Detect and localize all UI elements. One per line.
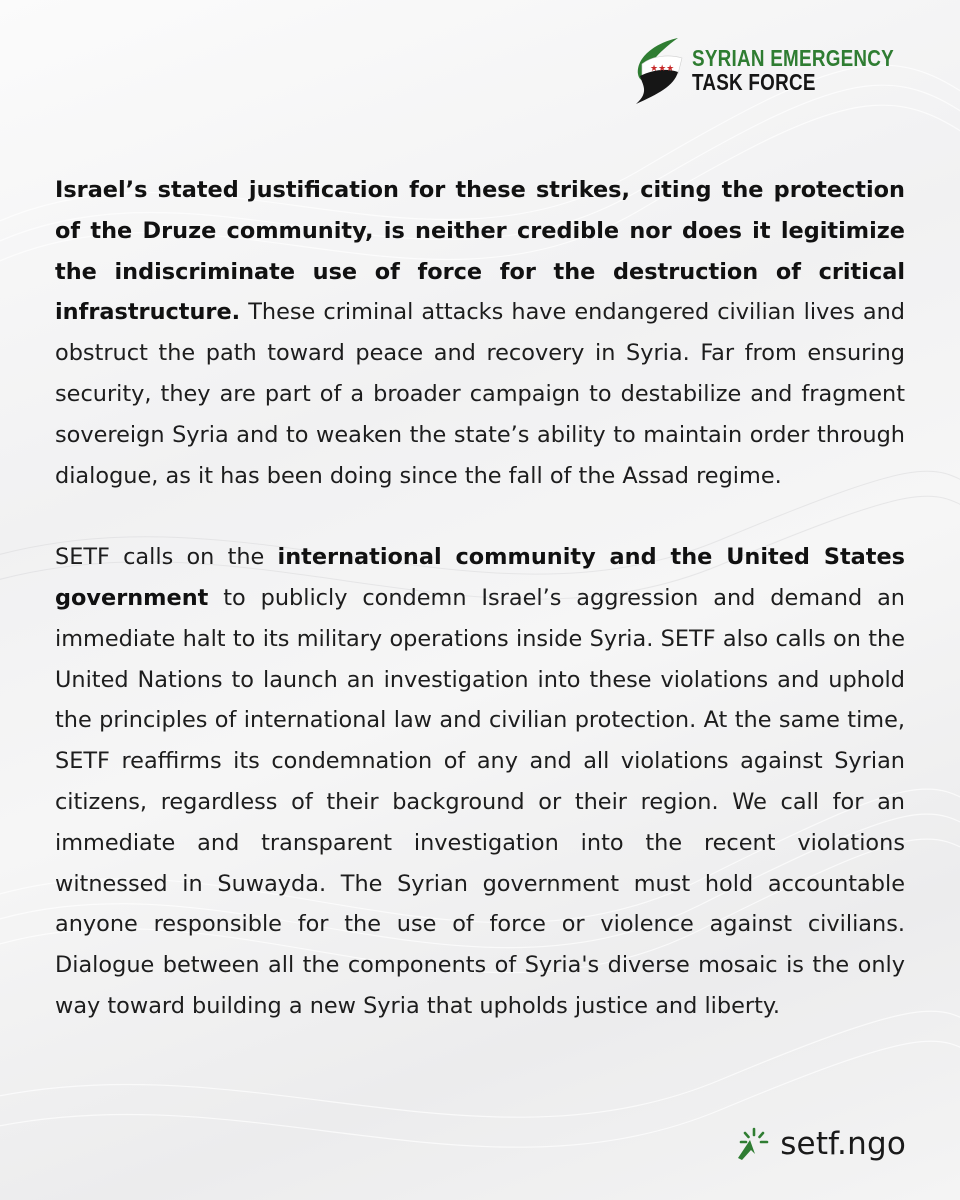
org-name-line1: SYRIAN EMERGENCY xyxy=(691,44,894,71)
footer-website[interactable] xyxy=(734,1126,906,1162)
paragraph-1-text: These criminal attacks have endangered civilian lives and obstruct the path toward peace and recovery in Syria. Far from ensuring security, they are part of a broader campaign to destabilize and fragment sovereign Syria and to weaken the state’s ability to maintain order through dialogue, as it has been doing since the fall of the Assad regime. xyxy=(55,299,905,489)
statement-body xyxy=(55,170,905,1027)
paragraph-1-bold-lead: Israel’s stated justification for these strikes, citing the protection of the Druze community, is neither credible nor does it legitimize the indiscriminate use of force for the destruction of critical infrastructure. xyxy=(55,177,905,326)
website-url[interactable]: setf.ngo xyxy=(780,1126,906,1162)
paragraph-2-bold-phrase: international community and the United States government xyxy=(55,544,905,611)
svg-text:★★★: ★★★ xyxy=(649,64,674,74)
paragraph-2-intro: SETF calls on the xyxy=(55,544,278,571)
paragraph-2 xyxy=(55,537,905,1027)
setf-flag-swoosh-logo-icon xyxy=(628,34,686,106)
org-logo xyxy=(628,34,938,106)
paragraph-2-text: to publicly condemn Israel’s aggression and demand an immediate halt to its military operations inside Syria. SETF also calls on the United Nations to launch an investigation into these violations and uphold the principles of international law and civilian protection. At the same time, SETF reaffirms its condemnation of any and all violations against Syrian citizens, regardless of their background or their region. We call for an immediate and transparent investigation into the recent violations witnessed in Suwayda. The Syrian government must hold accountable anyone responsible for the use of force or violence against civilians. Dialogue between all the components of Syria's diverse mosaic is the only way toward building a new Syria that upholds justice and liberty. xyxy=(55,584,905,1019)
paragraph-1 xyxy=(55,170,905,496)
cursor-click-icon xyxy=(734,1126,770,1162)
org-name-line2: TASK FORCE xyxy=(691,69,816,95)
